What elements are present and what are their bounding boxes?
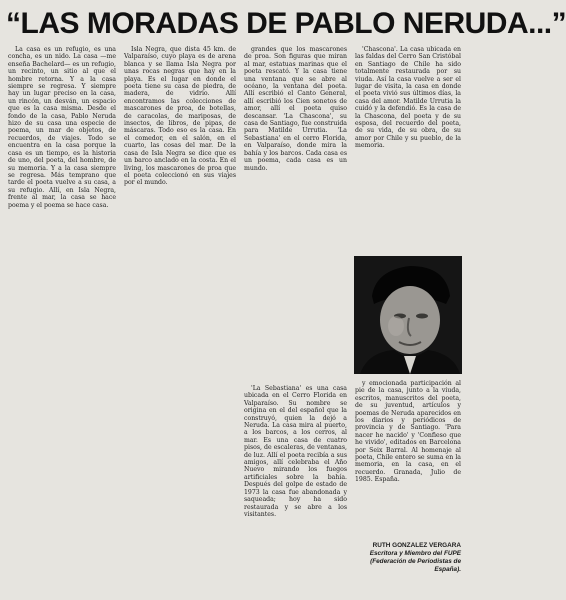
article-column-2 bbox=[124, 46, 236, 346]
article-column-1 bbox=[8, 46, 116, 346]
column-4-text: 'Chascona'. La casa ubicada en las faldas del Cerro San Cristóbal en Santiago de Chile ha sido totalmente restaurada por su viuda. Así la casa vuelve a ser el lugar de visita, la casa en donde el poeta vivió sus últimos días, la casa del amor. Matilde Urrutia la cuidó y la defendió. Es la casa de la Chascona, del poeta y de su esposa, del recuerdo del poeta, de su vida, de su obra, de su amor por Chile y su pueblo, de la memoria. bbox=[355, 46, 461, 150]
column-3-lower-text: 'La Sebastiana' es una casa ubicada en el Cerro Florida en Valparaíso. Su nombre se origina en el del español que la construyó, quien la dejó a Neruda. La casa mira al puerto, a los barcos, a los cerros, al mar. Es una casa de cuatro pisos, de escaleras, de ventanas, de luz. Allí el poeta recibía a sus amigos, allí celebraba el Año Nuevo mirando los fuegos artificiales sobre la bahía. Después del golpe de estado de 1973 la casa fue abandonada y saqueada; hoy ha sido restaurada y se abre a los visitantes. bbox=[244, 385, 347, 518]
column-3-text: grandes que los mascarones de proa. Son figuras que miran al mar, estatuas marinas que el poeta rescató. Y la casa tiene una ventana que se abre al océano, la ventana del poeta. Allí escribió el Canto General, allí escribió los Cien sonetos de amor, allí el poeta quiso descansar. 'La Chascona', su casa de Santiago, fue construida para Matilde Urrutia. 'La Sebastiana' en el cerro Florida, en Valparaíso, donde mira la bahía y los barcos. Cada casa es un poema, cada casa es un mundo. bbox=[244, 46, 347, 172]
author-name: RUTH GONZALEZ VERGARA bbox=[372, 542, 461, 549]
neruda-portrait-photo bbox=[354, 256, 462, 374]
article-column-3-lower bbox=[244, 385, 347, 581]
portrait-image bbox=[354, 256, 462, 374]
column-2-text: Isla Negra, que dista 45 km. de Valparaíso, cuyo playa es de arena blanca y se llama Isla Negra por unas rocas negras que hay en la playa. Es el lugar en donde el poeta tiene su casa de piedra, de madera, de vidrio. Allí encontramos las colecciones de mascarones de proa, de botellas, de caracolas, de mariposas, de insectos, de libros, de pipas, de máscaras. Todo eso es la casa. En el comedor, en el salón, en el cuarto, las cosas del mar. De la casa de Isla Negra se dice que es un barco anclado en la costa. En el living, los mascarones de proa que el poeta coleccionó en sus viajes por el mundo. bbox=[124, 46, 236, 187]
article-column-4-lower bbox=[355, 380, 461, 540]
article-headline: “LAS MORADAS DE PABLO NERUDA...” bbox=[6, 7, 566, 40]
author-role: Escritora y Miembro del FUPE (Federación de Periodistas de España). bbox=[369, 550, 461, 573]
column-1-text: La casa es un refugio, es una concha, es un nido. La casa —me enseña Bachelard— es un refugio, un recinto, un sitio al que el hombre retorna. Y a la casa siempre se regresa. Y siempre hay un lugar preciso en la casa, un rincón, un desván, un espacio que es la casa misma. Desde el fondo de la casa, Pablo Neruda hizo de su casa una especie de poema, un mar de objetos, de recuerdos, de viajes. Todo se encuentra en la casa porque la casa es un tiempo, es la historia de uno, del poeta, del hombre, de su memoria. Y a la casa siempre se regresa. Más temprano que tarde el poeta vuelve a su casa, a su refugio. Allí, en Isla Negra, frente al mar, la casa se hace poema y el poema se hace casa. bbox=[8, 46, 116, 209]
article-column-3 bbox=[244, 46, 347, 346]
article-column-4 bbox=[355, 46, 461, 254]
author-signature bbox=[355, 542, 461, 574]
column-4-lower-text: y emocionada participación al pie de la casa, junto a la viuda, escritos, manuscritos del poeta, de su juventud, artículos y poemas de Neruda aparecidos en los diarios y periódicos de provincia y de Santiago. 'Para nacer he nacido' y 'Confieso que he vivido', editados en Barcelona por Seix Barral. Al homenaje al poeta, Chile entero se suma en la memoria, en la casa, en el recuerdo. Granada, Julio de 1985. España. bbox=[355, 380, 461, 484]
